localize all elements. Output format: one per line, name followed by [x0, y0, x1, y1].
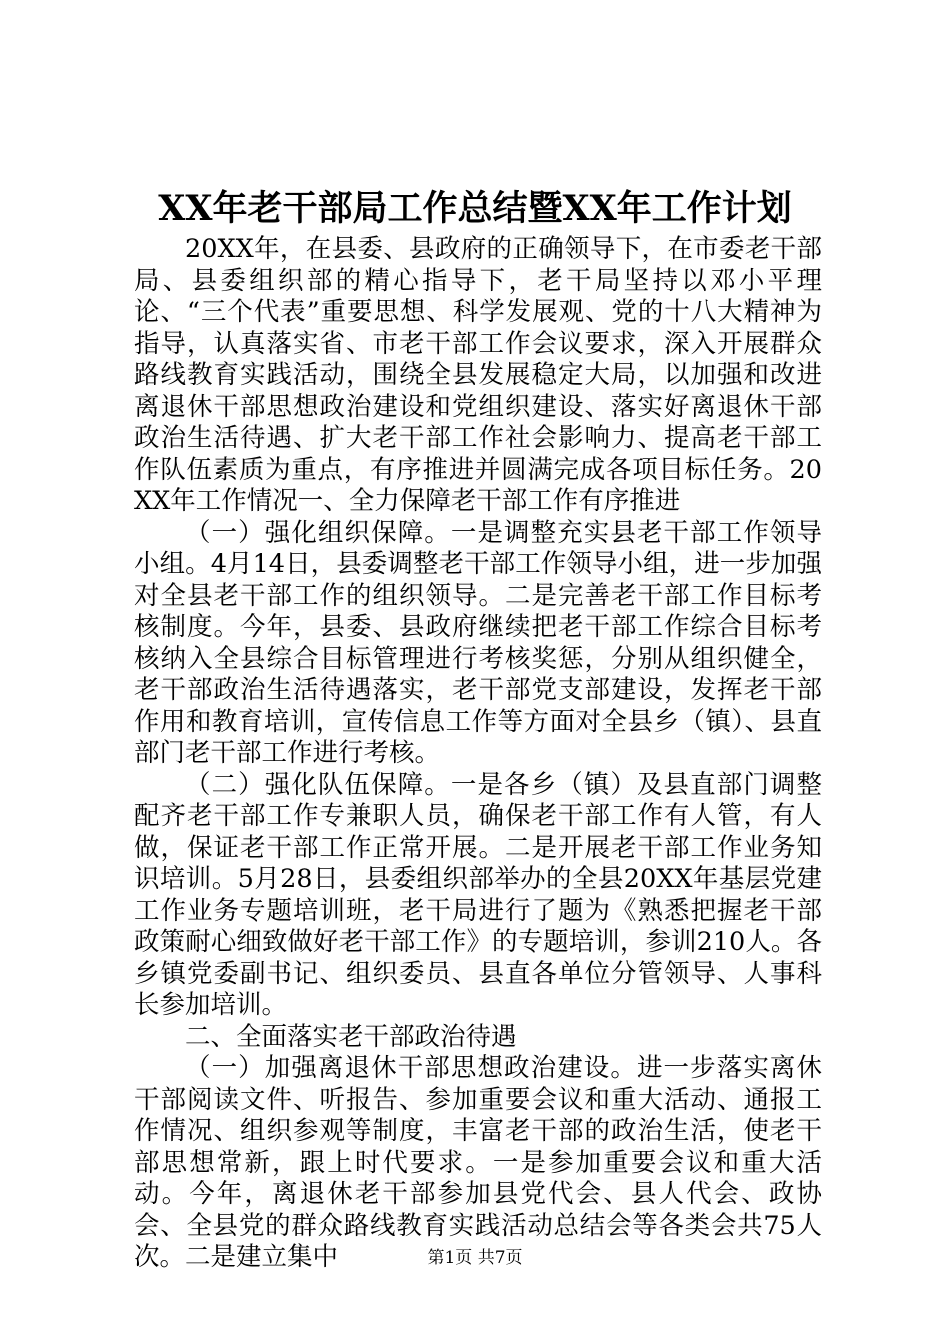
paragraph-team-guarantee: （二）强化队伍保障。一是各乡（镇）及县直部门调整配齐老干部工作专兼职人员，确保老干部工作有人管，有人做，保证老干部工作正常开展。二是开展老干部工作业务知识培训。5月28日，县委组织部举办的全县20XX年基层党建工作业务专题培训班，老干局进行了题为《熟悉把握老干部政策耐心细致做好老干部工作》的专题培训，参训210人。各乡镇党委副书记、组织委员、县直各单位分管领导、人事科长参加培训。: [134, 769, 822, 1020]
paragraph-political-construction: （一）加强离退休干部思想政治建设。进一步落实离休干部阅读文件、听报告、参加重要会议和重大活动、通报工作情况、组织参观等制度，丰富老干部的政治生活，使老干部思想常新，跟上时代要求。一是参加重要会议和重大活动。今年，离退休老干部参加县党代会、县人代会、政协会、全县党的群众路线教育实践活动总结会等各类会共75人次。二是建立集中: [134, 1053, 822, 1272]
document-title: XX年老干部局工作总结暨XX年工作计划: [158, 188, 792, 229]
document-body: [134, 234, 822, 1274]
page-indicator: 第1页 共7页: [427, 1248, 523, 1268]
section-heading-political-treatment: 二、全面落实老干部政治待遇: [185, 1021, 517, 1052]
paragraph-organization-guarantee: （一）强化组织保障。一是调整充实县老干部工作领导小组。4月14日，县委调整老干部工作领导小组，进一步加强对全县老干部工作的组织领导。二是完善老干部工作目标考核制度。今年，县委、县政府继续把老干部工作综合目标考核纳入全县综合目标管理进行考核奖惩，分别从组织健全，老干部政治生活待遇落实，老干部党支部建设，发挥老干部作用和教育培训，宣传信息工作等方面对全县乡（镇）、县直部门老干部工作进行考核。: [134, 517, 822, 768]
paragraph-intro: 20XX年，在县委、县政府的正确领导下，在市委老干部局、县委组织部的精心指导下，老干局坚持以邓小平理论、“三个代表”重要思想、科学发展观、党的十八大精神为指导，认真落实省、市老干部工作会议要求，深入开展群众路线教育实践活动，围绕全县发展稳定大局，以加强和改进离退休干部思想政治建设和党组织建设、落实好离退休干部政治生活待遇、扩大老干部工作社会影响力、提高老干部工作队伍素质为重点，有序推进并圆满完成各项目标任务。20XX年工作情况一、全力保障老干部工作有序推进: [134, 234, 822, 516]
